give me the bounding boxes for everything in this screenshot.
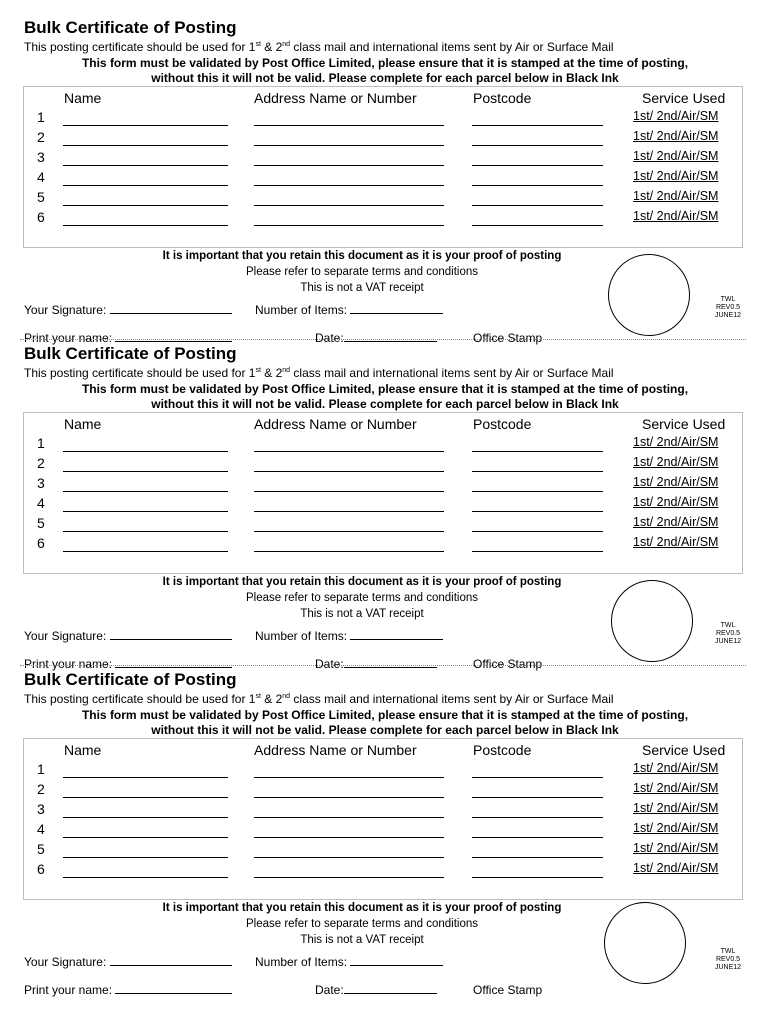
row-number: 3 bbox=[37, 475, 45, 491]
service-used-options[interactable]: 1st/ 2nd/Air/SM bbox=[633, 821, 719, 835]
date-field[interactable]: Date: bbox=[315, 983, 437, 997]
date-field[interactable]: Date: bbox=[315, 331, 437, 345]
service-used-options[interactable]: 1st/ 2nd/Air/SM bbox=[633, 841, 719, 855]
name-entry-line[interactable] bbox=[63, 551, 228, 552]
name-entry-line[interactable] bbox=[63, 877, 228, 878]
name-entry-line[interactable] bbox=[63, 511, 228, 512]
postcode-entry-line[interactable] bbox=[472, 491, 603, 492]
table-row bbox=[0, 495, 770, 515]
intro-text: This posting certificate should be used for 1st & 2nd class mail and international items sent by Air or Surface Mail bbox=[24, 366, 614, 380]
row-number: 2 bbox=[37, 455, 45, 471]
row-number: 4 bbox=[37, 169, 45, 185]
name-entry-line[interactable] bbox=[63, 125, 228, 126]
postcode-entry-line[interactable] bbox=[472, 817, 603, 818]
address-entry-line[interactable] bbox=[254, 225, 444, 226]
table-row bbox=[0, 189, 770, 209]
table-row bbox=[0, 781, 770, 801]
table-row bbox=[0, 169, 770, 189]
row-number: 3 bbox=[37, 149, 45, 165]
validation-warning-line1: This form must be validated by Post Office Limited, please ensure that it is stamped at the time of posting, bbox=[81, 382, 689, 396]
row-number: 4 bbox=[37, 495, 45, 511]
office-stamp-circle bbox=[608, 254, 690, 336]
service-used-options[interactable]: 1st/ 2nd/Air/SM bbox=[633, 169, 719, 183]
section-divider bbox=[20, 665, 746, 666]
row-number: 6 bbox=[37, 861, 45, 877]
column-header-service: Service Used bbox=[642, 416, 726, 432]
proof-of-posting-notice: It is important that you retain this document as it is your proof of posting bbox=[162, 576, 562, 588]
print-name-field[interactable]: Print your name: bbox=[24, 983, 232, 997]
vat-notice: This is not a VAT receipt bbox=[300, 282, 424, 294]
proof-of-posting-notice: It is important that you retain this document as it is your proof of posting bbox=[162, 902, 562, 914]
service-used-options[interactable]: 1st/ 2nd/Air/SM bbox=[633, 149, 719, 163]
table-row bbox=[0, 475, 770, 495]
table-row bbox=[0, 841, 770, 861]
signature-field[interactable]: Your Signature: bbox=[24, 303, 232, 317]
certificate-section bbox=[0, 668, 770, 997]
row-number: 1 bbox=[37, 435, 45, 451]
terms-notice: Please refer to separate terms and conditions bbox=[245, 266, 479, 278]
row-number: 2 bbox=[37, 781, 45, 797]
address-entry-line[interactable] bbox=[254, 125, 444, 126]
postcode-entry-line[interactable] bbox=[472, 165, 603, 166]
name-entry-line[interactable] bbox=[63, 817, 228, 818]
table-row bbox=[0, 861, 770, 881]
row-number: 5 bbox=[37, 189, 45, 205]
column-header-postcode: Postcode bbox=[473, 90, 532, 106]
column-header-name: Name bbox=[64, 742, 102, 758]
table-row bbox=[0, 149, 770, 169]
postcode-entry-line[interactable] bbox=[472, 837, 603, 838]
office-stamp-label: Office Stamp bbox=[473, 657, 543, 671]
row-number: 6 bbox=[37, 209, 45, 225]
column-header-service: Service Used bbox=[642, 742, 726, 758]
address-entry-line[interactable] bbox=[254, 777, 444, 778]
office-stamp-circle bbox=[611, 580, 693, 662]
certificate-title: Bulk Certificate of Posting bbox=[24, 670, 237, 689]
table-row bbox=[0, 761, 770, 781]
date-field[interactable]: Date: bbox=[315, 657, 437, 671]
table-row bbox=[0, 535, 770, 555]
number-of-items-field[interactable]: Number of Items: bbox=[255, 955, 443, 969]
column-header-postcode: Postcode bbox=[473, 416, 532, 432]
name-entry-line[interactable] bbox=[63, 491, 228, 492]
name-entry-line[interactable] bbox=[63, 165, 228, 166]
table-row bbox=[0, 515, 770, 535]
signature-field[interactable]: Your Signature: bbox=[24, 955, 232, 969]
address-entry-line[interactable] bbox=[254, 817, 444, 818]
vat-notice: This is not a VAT receipt bbox=[300, 608, 424, 620]
name-entry-line[interactable] bbox=[63, 797, 228, 798]
name-entry-line[interactable] bbox=[63, 777, 228, 778]
postcode-entry-line[interactable] bbox=[472, 511, 603, 512]
address-entry-line[interactable] bbox=[254, 857, 444, 858]
column-header-address: Address Name or Number bbox=[254, 416, 417, 432]
table-row bbox=[0, 209, 770, 229]
address-entry-line[interactable] bbox=[254, 185, 444, 186]
print-name-field[interactable]: Print your name: bbox=[24, 657, 232, 671]
address-entry-line[interactable] bbox=[254, 877, 444, 878]
form-revision-code: TWL REV0.5 JUNE12 bbox=[714, 296, 742, 319]
certificate-title: Bulk Certificate of Posting bbox=[24, 344, 237, 363]
terms-notice: Please refer to separate terms and conditions bbox=[245, 918, 479, 930]
column-header-name: Name bbox=[64, 416, 102, 432]
column-header-postcode: Postcode bbox=[473, 742, 532, 758]
column-header-address: Address Name or Number bbox=[254, 90, 417, 106]
postcode-entry-line[interactable] bbox=[472, 531, 603, 532]
postcode-entry-line[interactable] bbox=[472, 205, 603, 206]
service-used-options[interactable]: 1st/ 2nd/Air/SM bbox=[633, 761, 719, 775]
print-name-field[interactable]: Print your name: bbox=[24, 331, 232, 345]
row-number: 4 bbox=[37, 821, 45, 837]
table-row bbox=[0, 455, 770, 475]
postcode-entry-line[interactable] bbox=[472, 185, 603, 186]
address-entry-line[interactable] bbox=[254, 491, 444, 492]
validation-warning-line2: without this it will not be valid. Please complete for each parcel below in Black Ink bbox=[151, 723, 619, 737]
service-used-options[interactable]: 1st/ 2nd/Air/SM bbox=[633, 535, 719, 549]
certificate-section bbox=[0, 342, 770, 671]
validation-warning-line2: without this it will not be valid. Please complete for each parcel below in Black Ink bbox=[151, 397, 619, 411]
address-entry-line[interactable] bbox=[254, 205, 444, 206]
validation-warning-line1: This form must be validated by Post Office Limited, please ensure that it is stamped at the time of posting, bbox=[81, 708, 689, 722]
form-revision-code: TWL REV0.5 JUNE12 bbox=[714, 622, 742, 645]
validation-warning-line1: This form must be validated by Post Office Limited, please ensure that it is stamped at the time of posting, bbox=[81, 56, 689, 70]
table-row bbox=[0, 435, 770, 455]
service-used-options[interactable]: 1st/ 2nd/Air/SM bbox=[633, 455, 719, 469]
row-number: 6 bbox=[37, 535, 45, 551]
service-used-options[interactable]: 1st/ 2nd/Air/SM bbox=[633, 475, 719, 489]
signature-field[interactable]: Your Signature: bbox=[24, 629, 232, 643]
row-number: 1 bbox=[37, 761, 45, 777]
office-stamp-label: Office Stamp bbox=[473, 331, 543, 345]
name-entry-line[interactable] bbox=[63, 837, 228, 838]
table-row bbox=[0, 821, 770, 841]
address-entry-line[interactable] bbox=[254, 471, 444, 472]
address-entry-line[interactable] bbox=[254, 797, 444, 798]
office-stamp-circle bbox=[604, 902, 686, 984]
postcode-entry-line[interactable] bbox=[472, 877, 603, 878]
postcode-entry-line[interactable] bbox=[472, 777, 603, 778]
name-entry-line[interactable] bbox=[63, 531, 228, 532]
service-used-options[interactable]: 1st/ 2nd/Air/SM bbox=[633, 515, 719, 529]
proof-of-posting-notice: It is important that you retain this document as it is your proof of posting bbox=[162, 250, 562, 262]
number-of-items-field[interactable]: Number of Items: bbox=[255, 303, 443, 317]
row-number: 1 bbox=[37, 109, 45, 125]
name-entry-line[interactable] bbox=[63, 225, 228, 226]
service-used-options[interactable]: 1st/ 2nd/Air/SM bbox=[633, 495, 719, 509]
postcode-entry-line[interactable] bbox=[472, 797, 603, 798]
terms-notice: Please refer to separate terms and conditions bbox=[245, 592, 479, 604]
postcode-entry-line[interactable] bbox=[472, 145, 603, 146]
form-revision-code: TWL REV0.5 JUNE12 bbox=[714, 948, 742, 971]
name-entry-line[interactable] bbox=[63, 205, 228, 206]
service-used-options[interactable]: 1st/ 2nd/Air/SM bbox=[633, 861, 719, 875]
row-number: 5 bbox=[37, 841, 45, 857]
service-used-options[interactable]: 1st/ 2nd/Air/SM bbox=[633, 129, 719, 143]
row-number: 3 bbox=[37, 801, 45, 817]
certificate-section bbox=[0, 16, 770, 345]
certificate-title: Bulk Certificate of Posting bbox=[24, 18, 237, 37]
name-entry-line[interactable] bbox=[63, 857, 228, 858]
address-entry-line[interactable] bbox=[254, 511, 444, 512]
service-used-options[interactable]: 1st/ 2nd/Air/SM bbox=[633, 435, 719, 449]
postcode-entry-line[interactable] bbox=[472, 451, 603, 452]
office-stamp-label: Office Stamp bbox=[473, 983, 543, 997]
section-divider bbox=[20, 339, 746, 340]
intro-text: This posting certificate should be used for 1st & 2nd class mail and international items sent by Air or Surface Mail bbox=[24, 692, 614, 706]
address-entry-line[interactable] bbox=[254, 165, 444, 166]
intro-text: This posting certificate should be used for 1st & 2nd class mail and international items sent by Air or Surface Mail bbox=[24, 40, 614, 54]
name-entry-line[interactable] bbox=[63, 145, 228, 146]
validation-warning-line2: without this it will not be valid. Please complete for each parcel below in Black Ink bbox=[151, 71, 619, 85]
address-entry-line[interactable] bbox=[254, 837, 444, 838]
postcode-entry-line[interactable] bbox=[472, 471, 603, 472]
address-entry-line[interactable] bbox=[254, 145, 444, 146]
column-header-service: Service Used bbox=[642, 90, 726, 106]
service-used-options[interactable]: 1st/ 2nd/Air/SM bbox=[633, 189, 719, 203]
address-entry-line[interactable] bbox=[254, 551, 444, 552]
vat-notice: This is not a VAT receipt bbox=[300, 934, 424, 946]
table-row bbox=[0, 109, 770, 129]
service-used-options[interactable]: 1st/ 2nd/Air/SM bbox=[633, 781, 719, 795]
row-number: 2 bbox=[37, 129, 45, 145]
table-row bbox=[0, 801, 770, 821]
column-header-address: Address Name or Number bbox=[254, 742, 417, 758]
address-entry-line[interactable] bbox=[254, 531, 444, 532]
postcode-entry-line[interactable] bbox=[472, 125, 603, 126]
name-entry-line[interactable] bbox=[63, 471, 228, 472]
number-of-items-field[interactable]: Number of Items: bbox=[255, 629, 443, 643]
service-used-options[interactable]: 1st/ 2nd/Air/SM bbox=[633, 209, 719, 223]
service-used-options[interactable]: 1st/ 2nd/Air/SM bbox=[633, 801, 719, 815]
postcode-entry-line[interactable] bbox=[472, 857, 603, 858]
service-used-options[interactable]: 1st/ 2nd/Air/SM bbox=[633, 109, 719, 123]
postcode-entry-line[interactable] bbox=[472, 225, 603, 226]
name-entry-line[interactable] bbox=[63, 185, 228, 186]
postcode-entry-line[interactable] bbox=[472, 551, 603, 552]
address-entry-line[interactable] bbox=[254, 451, 444, 452]
name-entry-line[interactable] bbox=[63, 451, 228, 452]
table-row bbox=[0, 129, 770, 149]
row-number: 5 bbox=[37, 515, 45, 531]
column-header-name: Name bbox=[64, 90, 102, 106]
